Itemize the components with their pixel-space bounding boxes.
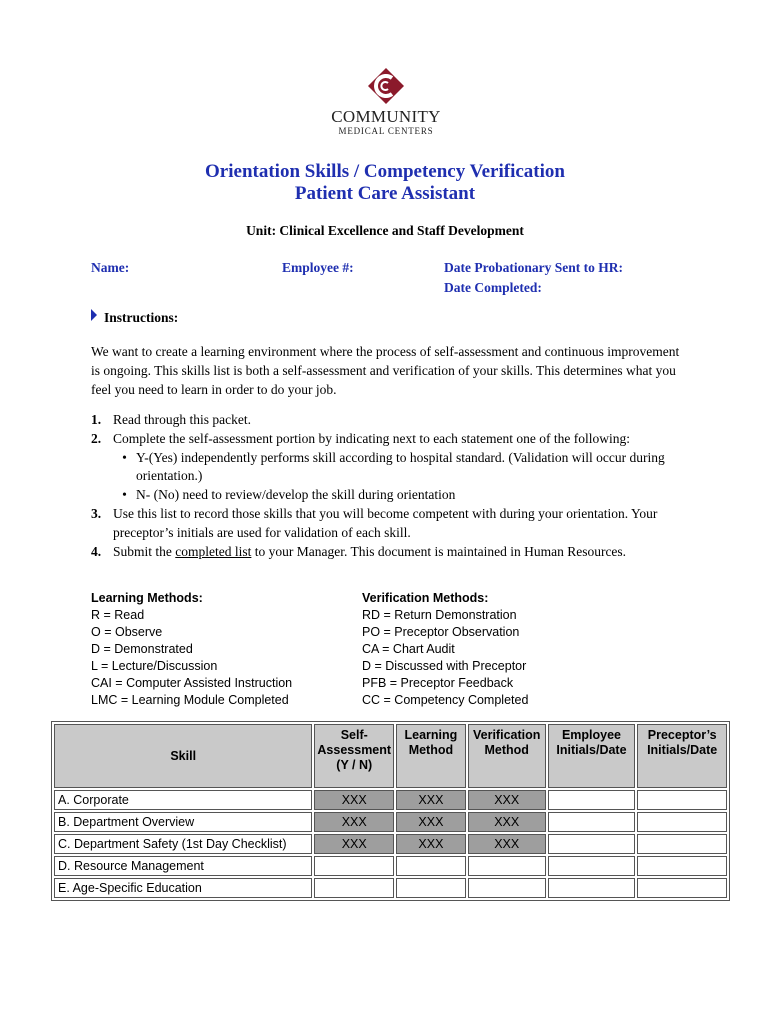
verification-method-item: PFB = Preceptor Feedback [362,676,514,690]
skill-cell: E. Age-Specific Education [54,878,312,898]
logo-name: COMMUNITY [331,107,441,126]
learning-method-item: CAI = Computer Assisted Instruction [91,676,293,690]
header-skill: Skill [54,724,312,788]
employee-number-label: Employee #: [282,260,354,275]
verification-method-cell: XXX [468,790,546,810]
employee-initials-cell[interactable] [548,812,636,832]
logo-subtitle: MEDICAL CENTERS [338,126,434,136]
logo-mark-icon [366,66,406,106]
learning-method-cell: XXX [396,790,466,810]
learning-method-item: R = Read [91,608,145,622]
employee-initials-cell[interactable] [548,878,636,898]
learning-method-cell: XXX [396,812,466,832]
verification-methods-heading: Verification Methods: [362,591,489,605]
self-assessment-cell[interactable] [314,878,394,898]
completed-list-text: completed list [175,543,252,559]
self-assessment-cell: XXX [314,790,394,810]
step-2-bullet-yes: • Y-(Yes) independently performs skill according to hospital standard. (Validation will occur during orientation.) [122,449,665,484]
step-1: 1. Read through this packet. [91,412,251,427]
skill-cell: D. Resource Management [54,856,312,876]
community-medical-centers-logo [330,66,442,136]
date-probationary-label: Date Probationary Sent to HR: [444,260,623,275]
skill-cell: A. Corporate [54,790,312,810]
instructions-paragraph: We want to create a learning environment where the process of self-assessment and continuous improvement is ongoing. This skills list is both a self-assessment and verification of your skills. This determines what you feel you need to learn in order to do your job. [91,344,680,397]
preceptor-initials-cell[interactable] [637,812,727,832]
verification-method-cell: XXX [468,812,546,832]
verification-method-item: PO = Preceptor Observation [362,625,520,639]
preceptor-initials-cell[interactable] [637,878,727,898]
table-row [54,790,727,810]
employee-initials-cell[interactable] [548,856,636,876]
table-row [54,812,727,832]
date-completed-label: Date Completed: [444,280,542,295]
instructions-heading-text: Instructions: [104,310,179,325]
preceptor-initials-cell[interactable] [637,834,727,854]
header-self-assessment: Self- Assessment (Y / N) [314,724,394,788]
skill-cell: C. Department Safety (1st Day Checklist) [54,834,312,854]
table-row [54,834,727,854]
table-row [54,878,727,898]
verification-method-item: D = Discussed with Preceptor [362,659,527,673]
header-verification-method: Verification Method [468,724,546,788]
learning-method-item: D = Demonstrated [91,642,193,656]
preceptor-initials-cell[interactable] [637,856,727,876]
verification-method-item: CC = Competency Completed [362,693,529,707]
learning-method-item: LMC = Learning Module Completed [91,693,289,707]
learning-method-cell: XXX [396,834,466,854]
verification-method-cell[interactable] [468,856,546,876]
self-assessment-cell: XXX [314,812,394,832]
verification-method-cell[interactable] [468,878,546,898]
learning-method-item: L = Lecture/Discussion [91,659,218,673]
verification-method-cell: XXX [468,834,546,854]
self-assessment-cell[interactable] [314,856,394,876]
skill-cell: B. Department Overview [54,812,312,832]
verification-method-item: RD = Return Demonstration [362,608,517,622]
document-title: Orientation Skills / Competency Verification [205,161,565,182]
arrow-right-icon [91,309,97,321]
skills-table [51,721,730,901]
step-3: 3. Use this list to record those skills that you will become competent with during your orientation. Your preceptor’s initials are used for validation of each skill. [91,505,658,540]
instructions-heading [91,310,178,326]
table-header-row [54,724,727,788]
preceptor-initials-cell[interactable] [637,790,727,810]
header-employee-initials: Employee Initials/Date [548,724,636,788]
verification-method-item: CA = Chart Audit [362,642,455,656]
header-learning-method: Learning Method [396,724,466,788]
table-row [54,856,727,876]
verification-methods-legend [362,590,528,709]
instructions-steps [91,411,691,561]
step-2-bullet-no: • N- (No) need to review/develop the skill during orientation [122,487,456,503]
header-preceptor-initials: Preceptor’s Initials/Date [637,724,727,788]
document-subtitle: Patient Care Assistant [294,183,476,204]
learning-methods-heading: Learning Methods: [91,591,203,605]
unit-label: Unit: Clinical Excellence and Staff Development [246,223,524,238]
learning-method-item: O = Observe [91,625,163,639]
step-4: 4. Submit the completed list to your Manager. This document is maintained in Human Resources. [91,543,627,559]
learning-method-cell[interactable] [396,878,466,898]
self-assessment-cell: XXX [314,834,394,854]
learning-method-cell[interactable] [396,856,466,876]
employee-initials-cell[interactable] [548,834,636,854]
name-field-label: Name: [91,260,130,275]
step-2: 2. Complete the self-assessment portion by indicating next to each statement one of the following: [91,430,631,446]
learning-methods-legend [91,590,292,709]
employee-initials-cell[interactable] [548,790,636,810]
